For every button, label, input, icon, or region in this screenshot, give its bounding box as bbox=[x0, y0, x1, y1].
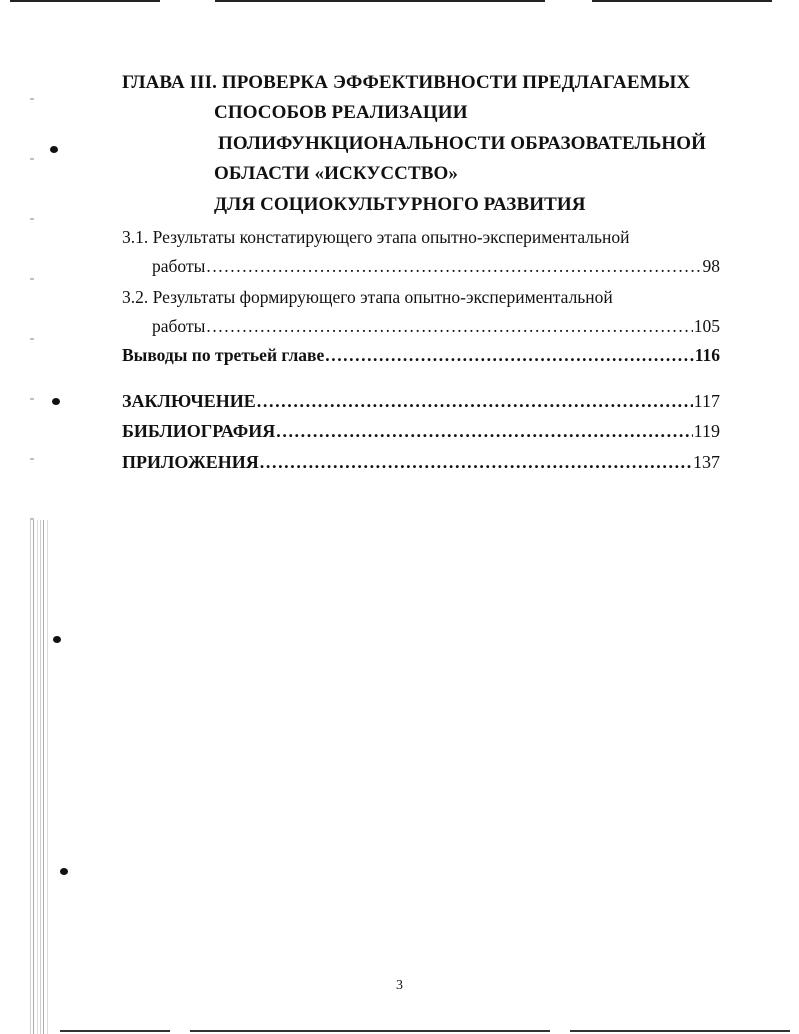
scan-edge-line bbox=[570, 1030, 790, 1032]
toc-leader-dots bbox=[325, 345, 693, 366]
toc-entry-conclusions-label: Выводы по третьей главе bbox=[122, 345, 325, 365]
toc-leader-dots bbox=[276, 421, 692, 442]
toc-leader-dots bbox=[206, 316, 692, 337]
toc-entry-3-2 bbox=[152, 316, 720, 337]
toc-leader-dots bbox=[206, 256, 701, 277]
toc-entry-3-1-title: 3.1. Результаты констатирующего этапа опытно-экспериментальной bbox=[122, 227, 630, 247]
toc-entry-zaklyuchenie-page: 117 bbox=[693, 391, 720, 411]
chapter-heading-line-1: ГЛАВА III. ПРОВЕРКА ЭФФЕКТИВНОСТИ ПРЕДЛАГАЕМЫХ bbox=[122, 72, 691, 93]
punch-hole-mark bbox=[50, 146, 58, 153]
chapter-heading-line-3: ПОЛИФУНКЦИОНАЛЬНОСТИ ОБРАЗОВАТЕЛЬНОЙ bbox=[218, 133, 707, 154]
punch-hole-mark bbox=[53, 636, 61, 643]
chapter-heading-line-2: СПОСОБОВ РЕАЛИЗАЦИИ bbox=[214, 102, 468, 123]
toc-entry-3-2-title: 3.2. Результаты формирующего этапа опытно-экспериментальной bbox=[122, 287, 613, 307]
page-number: 3 bbox=[396, 978, 403, 993]
toc-entry-appendices bbox=[122, 452, 720, 473]
toc-entry-3-2-page: 105 bbox=[693, 316, 720, 336]
scan-edge-line bbox=[10, 0, 160, 2]
toc-entry-3-1-page: 98 bbox=[702, 256, 720, 276]
chapter-heading-line-5: ДЛЯ СОЦИОКУЛЬТУРНОГО РАЗВИТИЯ bbox=[214, 194, 586, 215]
toc-entry-conclusions bbox=[122, 345, 720, 366]
toc-entry-bibliography bbox=[122, 421, 720, 442]
punch-hole-mark bbox=[52, 398, 60, 405]
toc-entry-3-2-cont: работы bbox=[152, 316, 206, 336]
toc-entry-appendices-page: 137 bbox=[693, 452, 720, 472]
toc-entry-3-1 bbox=[152, 256, 720, 277]
scan-binding-strip bbox=[28, 520, 50, 1034]
scan-edge-line bbox=[592, 0, 772, 2]
toc-entry-3-1-cont: работы bbox=[152, 256, 206, 276]
toc-entry-appendices-label: ПРИЛОЖЕНИЯ bbox=[122, 452, 259, 472]
chapter-heading-line-4: ОБЛАСТИ «ИСКУССТВО» bbox=[214, 163, 459, 184]
toc-entry-bibliography-label: БИБЛИОГРАФИЯ bbox=[122, 421, 276, 441]
toc-leader-dots bbox=[257, 391, 693, 412]
scan-edge-line bbox=[190, 1030, 550, 1032]
toc-entry-conclusions-page: 116 bbox=[694, 345, 720, 365]
toc-entry-zaklyuchenie bbox=[122, 391, 720, 412]
scan-edge-line bbox=[60, 1030, 170, 1032]
toc-entry-zaklyuchenie-label: ЗАКЛЮЧЕНИЕ bbox=[122, 391, 256, 411]
scan-edge-line bbox=[215, 0, 545, 2]
toc-entry-bibliography-page: 119 bbox=[693, 421, 720, 441]
scan-binding-strip bbox=[30, 80, 34, 520]
punch-hole-mark bbox=[60, 868, 68, 875]
toc-leader-dots bbox=[260, 452, 692, 473]
